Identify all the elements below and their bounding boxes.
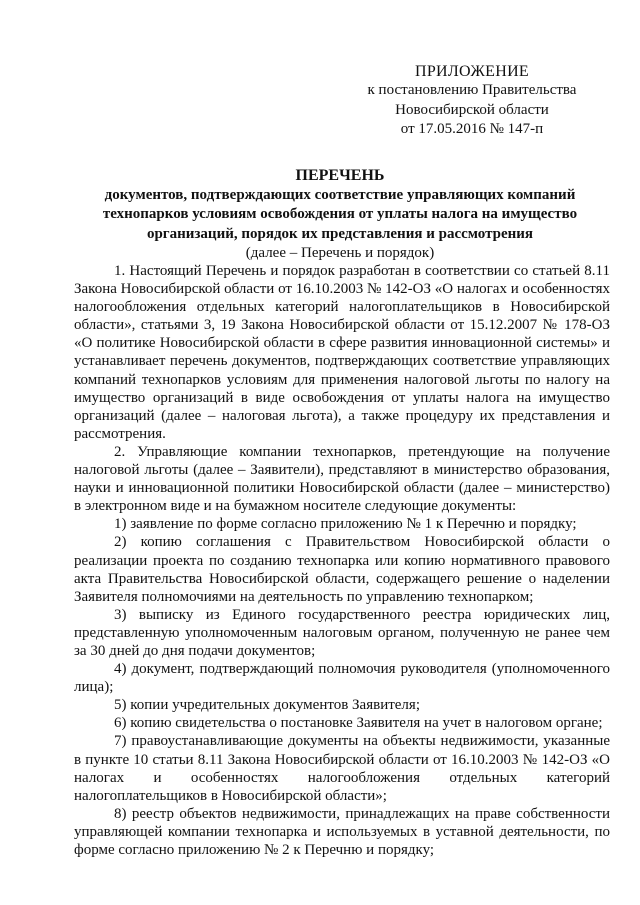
paragraph: 2. Управляющие компании технопарков, претендующие на получение налоговой льготы (далее – Заявители), представляют в министерство образования, науки и инновационной политики Новосибирской области (далее – министерство) в электронном виде и на бумажном носителе следующие документы: (74, 443, 610, 515)
paragraph: 1. Настоящий Перечень и порядок разработан в соответствии со статьей 8.11 Закона Новосибирской области от 16.10.2003 № 142-ОЗ «О налогах и особенностях налогообложения отдельных категорий налогоплательщиков в Новосибирской области», статьями 3, 19 Закона Новосибирской области от 15.12.2007 № 178-ОЗ «О политике Новосибирской области в сфере развития инновационной системы» и устанавливает перечень документов, подтверждающих соответствие управляющих компаний технопарков условиям для применения налоговой льготы по налогу на имущество организаций в виде освобождения от уплаты налога на имущество организаций (далее – налоговая льгота), а также процедуру их представления и рассмотрения. (74, 263, 610, 442)
list-item: 6) копию свидетельства о постановке Заявителя на учет в налоговом органе; (114, 715, 603, 732)
list-item: 4) документ, подтверждающий полномочия руководителя (уполномоченного лица); (74, 661, 610, 696)
list-item: 8) реестр объектов недвижимости, принадлежащих на праве собственности управляющей компании технопарка и используемых в уставной деятельности, по форме согласно приложению № 2 к Перечню и порядку; (74, 805, 610, 858)
list-item: 3) выписку из Единого государственного реестра юридических лиц, представленную уполномоченным налоговым органом, полученную не ранее чем за 30 дней до дня подачи документов; (74, 606, 610, 659)
appendix-date: от 17.05.2016 № 147-п (400, 121, 544, 138)
list-item: 1) заявление по форме согласно приложению № 1 к Перечню и порядку; (114, 516, 577, 533)
appendix-line: к постановлению Правительства (367, 82, 577, 99)
document-body (74, 262, 610, 859)
document-heading (70, 166, 610, 264)
appendix-title: ПРИЛОЖЕНИЕ (414, 63, 529, 80)
list-item: 2) копию соглашения с Правительством Новосибирской области о реализации проекта по созданию технопарка или копию нормативного правового акта Правительства Новосибирской области, содержащего решение о наделении Заявителя полномочиями на деятельность по управлению технопарком; (74, 534, 610, 605)
list-item: 7) правоустанавливающие документы на объекты недвижимости, указанные в пункте 10 статьи 8.11 Закона Новосибирской области от 16.10.2003 № 142-ОЗ «О налогах и особенностях налогообложения отдельных категорий налогоплательщиков в Новосибирской области»; (74, 733, 610, 804)
appendix-line: Новосибирской области (395, 101, 549, 118)
heading-subtitle: документов, подтверждающих соответствие управляющих компаний технопарков условиям освобождения от уплаты налога на имущество организаций, порядок их представления и рассмотрения (102, 186, 578, 242)
list-item: 5) копии учредительных документов Заявителя; (114, 697, 420, 714)
appendix-block (342, 62, 602, 140)
heading-note: (далее – Перечень и порядок) (245, 245, 435, 262)
heading-title: ПЕРЕЧЕНЬ (295, 167, 385, 184)
